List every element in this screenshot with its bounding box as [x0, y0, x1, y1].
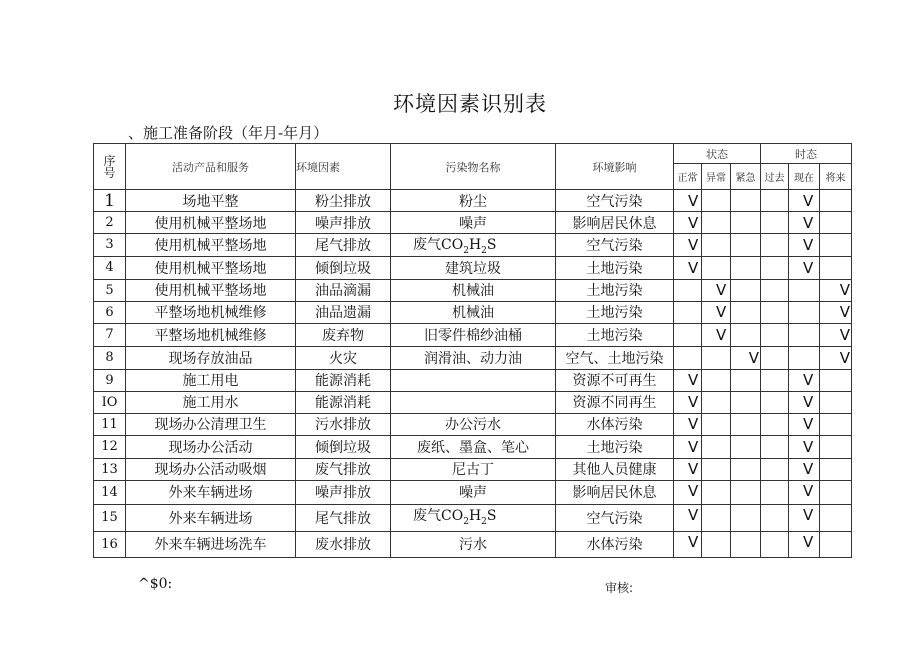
- state-emergency-cell: [731, 301, 761, 323]
- header-activity: 活动产品和服务: [126, 144, 296, 190]
- tense-present-cell: V: [789, 256, 820, 279]
- tense-present-cell: [789, 323, 820, 346]
- row-seq: 13: [94, 458, 126, 480]
- header-seq: [94, 144, 126, 190]
- row-activity: 使用机械平整场地: [126, 279, 296, 301]
- tense-future-cell: [820, 531, 852, 557]
- tense-present-cell: V: [789, 435, 820, 458]
- state-abnormal-cell: [702, 480, 731, 504]
- tense-past-cell: [761, 323, 789, 346]
- row-impact: 其他人员健康: [556, 458, 674, 480]
- state-emergency-cell: [731, 234, 761, 257]
- state-normal-cell: [674, 279, 702, 301]
- row-pollutant: 废气$CO_2H_2S$: [391, 504, 556, 531]
- row-impact: 土地污染: [556, 279, 674, 301]
- row-pollutant: [391, 391, 556, 413]
- state-normal-cell: V: [674, 391, 702, 413]
- row-activity: 现场办公清理卫生: [126, 413, 296, 435]
- row-pollutant: 机械油: [391, 301, 556, 323]
- table-row: [94, 323, 852, 346]
- row-pollutant: 办公污水: [391, 413, 556, 435]
- state-normal-cell: V: [674, 212, 702, 234]
- tense-past-cell: [761, 301, 789, 323]
- row-impact: 土地污染: [556, 435, 674, 458]
- tense-future-cell: [820, 480, 852, 504]
- table-row: [94, 190, 852, 212]
- row-seq: IO: [94, 391, 126, 413]
- row-seq: 8: [94, 346, 126, 369]
- state-emergency-cell: [731, 480, 761, 504]
- row-seq: 1: [94, 190, 126, 212]
- table-row: [94, 301, 852, 323]
- state-abnormal-cell: [702, 190, 731, 212]
- state-emergency-cell: [731, 279, 761, 301]
- state-abnormal-cell: [702, 413, 731, 435]
- environmental-factor-table: [93, 143, 852, 558]
- tense-future-cell: [820, 369, 852, 391]
- state-emergency-cell: [731, 369, 761, 391]
- row-activity: 外来车辆进场: [126, 504, 296, 531]
- row-seq: 15: [94, 504, 126, 531]
- tense-future-cell: [820, 435, 852, 458]
- row-activity: 现场存放油品: [126, 346, 296, 369]
- row-pollutant: 旧零件棉纱油桶: [391, 323, 556, 346]
- state-abnormal-cell: [702, 435, 731, 458]
- state-emergency-cell: V: [731, 346, 761, 369]
- row-factor: 尾气排放: [296, 234, 391, 257]
- row-pollutant: 噪声: [391, 480, 556, 504]
- state-normal-cell: [674, 346, 702, 369]
- state-abnormal-cell: [702, 531, 731, 557]
- row-factor: 废水排放: [296, 531, 391, 557]
- state-abnormal-cell: [702, 346, 731, 369]
- row-impact: 影响居民休息: [556, 212, 674, 234]
- tense-past-cell: [761, 256, 789, 279]
- row-impact: 土地污染: [556, 301, 674, 323]
- state-emergency-cell: [731, 413, 761, 435]
- tense-future-cell: [820, 413, 852, 435]
- row-pollutant: 噪声: [391, 212, 556, 234]
- tense-present-cell: V: [789, 391, 820, 413]
- tense-present-cell: [789, 346, 820, 369]
- row-activity: 施工用电: [126, 369, 296, 391]
- tense-present-cell: V: [789, 504, 820, 531]
- row-pollutant: 废气$CO_2H_2S$: [391, 234, 556, 257]
- tense-past-cell: [761, 435, 789, 458]
- row-seq: 11: [94, 413, 126, 435]
- tense-past-cell: [761, 279, 789, 301]
- tense-future-cell: [820, 504, 852, 531]
- row-activity: 使用机械平整场地: [126, 234, 296, 257]
- state-normal-cell: [674, 323, 702, 346]
- row-factor: 油品遗漏: [296, 301, 391, 323]
- state-abnormal-cell: V: [702, 301, 731, 323]
- table-row: [94, 435, 852, 458]
- state-emergency-cell: [731, 256, 761, 279]
- header-emergency: 紧急: [731, 164, 761, 190]
- row-pollutant: 机械油: [391, 279, 556, 301]
- table-row: [94, 346, 852, 369]
- row-impact: 土地污染: [556, 323, 674, 346]
- footer-compiler: ^$0:: [138, 576, 173, 592]
- row-factor: 噪声排放: [296, 480, 391, 504]
- state-abnormal-cell: [702, 212, 731, 234]
- state-normal-cell: V: [674, 190, 702, 212]
- state-normal-cell: V: [674, 504, 702, 531]
- state-normal-cell: V: [674, 531, 702, 557]
- row-seq: 7: [94, 323, 126, 346]
- tense-future-cell: V: [820, 301, 852, 323]
- row-activity: 平整场地机械维修: [126, 323, 296, 346]
- state-emergency-cell: [731, 391, 761, 413]
- state-normal-cell: V: [674, 458, 702, 480]
- header-state: 状态: [674, 144, 761, 164]
- row-activity: 使用机械平整场地: [126, 256, 296, 279]
- row-factor: 粉尘排放: [296, 190, 391, 212]
- tense-future-cell: [820, 256, 852, 279]
- table-row: [94, 391, 852, 413]
- row-impact: 空气、土地污染: [556, 346, 674, 369]
- state-abnormal-cell: [702, 256, 731, 279]
- tense-present-cell: V: [789, 458, 820, 480]
- row-impact: 影响居民休息: [556, 480, 674, 504]
- row-factor: 废气排放: [296, 458, 391, 480]
- row-activity: 现场办公活动: [126, 435, 296, 458]
- row-pollutant: 尼古丁: [391, 458, 556, 480]
- tense-past-cell: [761, 458, 789, 480]
- row-activity: 施工用水: [126, 391, 296, 413]
- row-seq: 4: [94, 256, 126, 279]
- table-row: [94, 256, 852, 279]
- tense-past-cell: [761, 413, 789, 435]
- row-pollutant: 粉尘: [391, 190, 556, 212]
- row-seq: 9: [94, 369, 126, 391]
- tense-present-cell: [789, 279, 820, 301]
- state-emergency-cell: [731, 323, 761, 346]
- state-emergency-cell: [731, 212, 761, 234]
- table-row: [94, 212, 852, 234]
- header-normal: 正常: [674, 164, 702, 190]
- state-abnormal-cell: V: [702, 279, 731, 301]
- row-impact: 资源不可再生: [556, 369, 674, 391]
- row-factor: 油品滴漏: [296, 279, 391, 301]
- tense-past-cell: [761, 480, 789, 504]
- tense-future-cell: [820, 234, 852, 257]
- row-seq: 3: [94, 234, 126, 257]
- row-factor: 倾倒垃圾: [296, 435, 391, 458]
- header-factor: 环境因素: [296, 144, 391, 190]
- tense-future-cell: V: [820, 346, 852, 369]
- row-impact: 水体污染: [556, 531, 674, 557]
- tense-present-cell: [789, 301, 820, 323]
- tense-future-cell: [820, 391, 852, 413]
- row-seq: 12: [94, 435, 126, 458]
- header-past: 过去: [761, 164, 789, 190]
- section-subtitle: 、施工准备阶段（年月-年月）: [128, 124, 329, 142]
- tense-future-cell: [820, 190, 852, 212]
- tense-present-cell: V: [789, 413, 820, 435]
- tense-past-cell: [761, 234, 789, 257]
- tense-past-cell: [761, 391, 789, 413]
- table-row: [94, 531, 852, 557]
- row-factor: 尾气排放: [296, 504, 391, 531]
- page-title: 环境因素识别表: [393, 92, 547, 116]
- row-impact: 空气污染: [556, 504, 674, 531]
- tense-future-cell: V: [820, 323, 852, 346]
- state-abnormal-cell: [702, 391, 731, 413]
- row-pollutant: 污水: [391, 531, 556, 557]
- header-pollutant: 污染物名称: [391, 144, 556, 190]
- table-row: [94, 369, 852, 391]
- state-emergency-cell: [731, 531, 761, 557]
- row-pollutant: 润滑油、动力油: [391, 346, 556, 369]
- state-emergency-cell: [731, 504, 761, 531]
- tense-present-cell: V: [789, 480, 820, 504]
- header-future: 将来: [820, 164, 852, 190]
- row-impact: 土地污染: [556, 256, 674, 279]
- state-normal-cell: [674, 301, 702, 323]
- row-factor: 倾倒垃圾: [296, 256, 391, 279]
- row-activity: 外来车辆进场: [126, 480, 296, 504]
- row-seq: 6: [94, 301, 126, 323]
- row-seq: 16: [94, 531, 126, 557]
- state-abnormal-cell: V: [702, 323, 731, 346]
- row-factor: 污水排放: [296, 413, 391, 435]
- row-seq: 2: [94, 212, 126, 234]
- header-present: 现在: [789, 164, 820, 190]
- table-row: [94, 413, 852, 435]
- row-factor: 能源消耗: [296, 369, 391, 391]
- row-pollutant: [391, 369, 556, 391]
- row-pollutant: 废纸、墨盒、笔心: [391, 435, 556, 458]
- state-emergency-cell: [731, 190, 761, 212]
- row-impact: 水体污染: [556, 413, 674, 435]
- header-seq-text: 序号: [103, 153, 116, 180]
- state-normal-cell: V: [674, 369, 702, 391]
- state-emergency-cell: [731, 458, 761, 480]
- row-activity: 场地平整: [126, 190, 296, 212]
- row-impact: 空气污染: [556, 190, 674, 212]
- tense-past-cell: [761, 190, 789, 212]
- row-activity: 使用机械平整场地: [126, 212, 296, 234]
- tense-present-cell: V: [789, 190, 820, 212]
- tense-past-cell: [761, 504, 789, 531]
- state-normal-cell: V: [674, 256, 702, 279]
- row-seq: 5: [94, 279, 126, 301]
- row-activity: 现场办公活动吸烟: [126, 458, 296, 480]
- tense-present-cell: V: [789, 234, 820, 257]
- row-factor: 噪声排放: [296, 212, 391, 234]
- footer-reviewer: 审核:: [605, 581, 634, 595]
- tense-present-cell: V: [789, 212, 820, 234]
- state-abnormal-cell: [702, 458, 731, 480]
- tense-future-cell: [820, 212, 852, 234]
- header-abnormal: 异常: [702, 164, 731, 190]
- table-row: [94, 234, 852, 257]
- row-factor: 能源消耗: [296, 391, 391, 413]
- tense-future-cell: V: [820, 279, 852, 301]
- tense-past-cell: [761, 531, 789, 557]
- table-body: [94, 190, 852, 558]
- state-abnormal-cell: [702, 234, 731, 257]
- row-impact: 空气污染: [556, 234, 674, 257]
- row-activity: 平整场地机械维修: [126, 301, 296, 323]
- table-row: [94, 279, 852, 301]
- tense-past-cell: [761, 212, 789, 234]
- state-normal-cell: V: [674, 480, 702, 504]
- row-activity: 外来车辆进场洗车: [126, 531, 296, 557]
- tense-future-cell: [820, 458, 852, 480]
- tense-past-cell: [761, 369, 789, 391]
- row-impact: 资源不同再生: [556, 391, 674, 413]
- table-row: [94, 458, 852, 480]
- state-emergency-cell: [731, 435, 761, 458]
- state-normal-cell: V: [674, 234, 702, 257]
- state-abnormal-cell: [702, 504, 731, 531]
- row-seq: 14: [94, 480, 126, 504]
- state-abnormal-cell: [702, 369, 731, 391]
- tense-present-cell: V: [789, 531, 820, 557]
- tense-present-cell: V: [789, 369, 820, 391]
- state-normal-cell: V: [674, 435, 702, 458]
- header-impact: 环境影响: [556, 144, 674, 190]
- row-factor: 火灾: [296, 346, 391, 369]
- table-row: [94, 504, 852, 531]
- row-pollutant: 建筑垃圾: [391, 256, 556, 279]
- header-tense: 时态: [761, 144, 852, 164]
- state-normal-cell: V: [674, 413, 702, 435]
- table-row: [94, 480, 852, 504]
- row-factor: 废弃物: [296, 323, 391, 346]
- tense-past-cell: [761, 346, 789, 369]
